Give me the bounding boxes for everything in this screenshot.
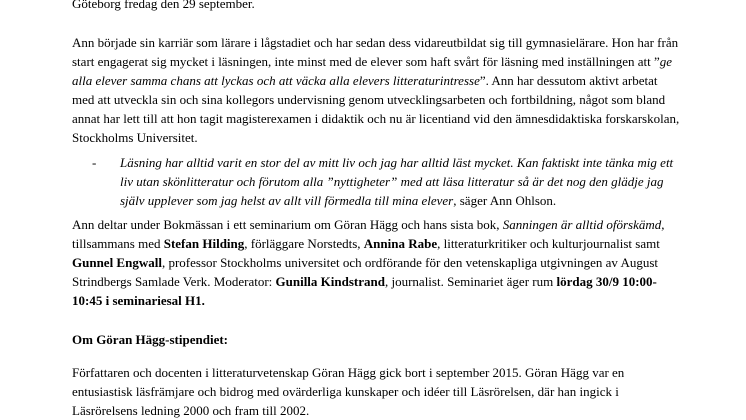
- bullet-attribution: , säger Ann Ohlson.: [453, 193, 557, 208]
- career-text-b: ”. Ann har dessutom aktivt arbetat med att utveckla sin och sina kollegors undervisning genom utvecklingsarbeten och fortbildning, något som bland annat har lett till att hon tagit magisterexamen i didaktik och nu är licentiand vid den ämnesdidaktiska forskarskolan, Stockholms Universitet.: [72, 73, 680, 145]
- bullet-text: [120, 153, 682, 210]
- seminar-text-5: , professor Stockholms universitet och ordförande för den vetenskapliga utgivningen av August Strindbergs Samlade Verk. Moderator:: [72, 255, 659, 289]
- heading-text: Om Göran Hägg-stipendiet:: [72, 332, 228, 347]
- person-gunnel-engwall: Gunnel Engwall: [72, 255, 162, 270]
- dateline-block: [72, 0, 682, 13]
- seminar-text-4: , litteraturkritiker och kulturjournalist samt: [437, 236, 660, 251]
- seminar-text-2: tillsammans med: [72, 236, 164, 251]
- seminar-text-6: , journalist. Seminariet äger rum: [384, 274, 557, 289]
- quote-bullet: [72, 153, 682, 210]
- paragraph-seminar: [72, 215, 682, 310]
- paragraph-career: [72, 33, 682, 147]
- dateline: Göteborg fredag den 29 september.: [72, 0, 255, 11]
- document-page: [72, 0, 682, 420]
- seminar-time: lördag 30/9 10:00-10:45 i seminariesal H1.: [72, 274, 657, 308]
- seminar-text-3: , förläggare Norstedts,: [244, 236, 364, 251]
- person-annina-rabe: Annina Rabe: [363, 236, 438, 251]
- book-title: Sanningen är alltid oförskämd,: [502, 217, 665, 232]
- person-stefan-hilding: Stefan Hilding: [163, 236, 245, 251]
- career-text-a: Ann började sin karriär som lärare i lågstadiet och har sedan dess vidareutbildat sig till gymnasielärare. Hon har från start engagerat sig mycket i läsningen, inte minst med de elever som haft svårt för läsning med inställningen att ”: [72, 35, 679, 69]
- bullet-dash: -: [92, 155, 97, 170]
- seminar-text-1: Ann deltar under Bokmässan i ett seminarium om Göran Hägg och hans sista bok,: [72, 217, 503, 232]
- section-heading: [72, 330, 682, 349]
- person-gunilla-kindstrand: Gunilla Kindstrand: [275, 274, 385, 289]
- career-quote: ge alla elever samma chans att lyckas och att väcka alla elevers litteraturintresse: [72, 54, 673, 88]
- bullet-quote: Läsning har alltid varit en stor del av mitt liv och jag har alltid läst mycket. Kan faktiskt inte tänka mig ett liv utan skönlitteratur och förutom alla ”nyttigheter” med att läsa litteratur så är det nog den glädje jag själv upplever som jag helst av allt vill förmedla till mina elever: [120, 155, 674, 208]
- paragraph-scholarship: Författaren och docenten i litteraturvetenskap Göran Hägg gick bort i september 2015. Göran Hägg var en entusiastisk läsfrämjare och bidrog med ovärderliga kunskaper och idéer till Läsrörelsen, där han ingick i Läsrörelsens ledning 2000 och fram till 2002.: [72, 365, 625, 418]
